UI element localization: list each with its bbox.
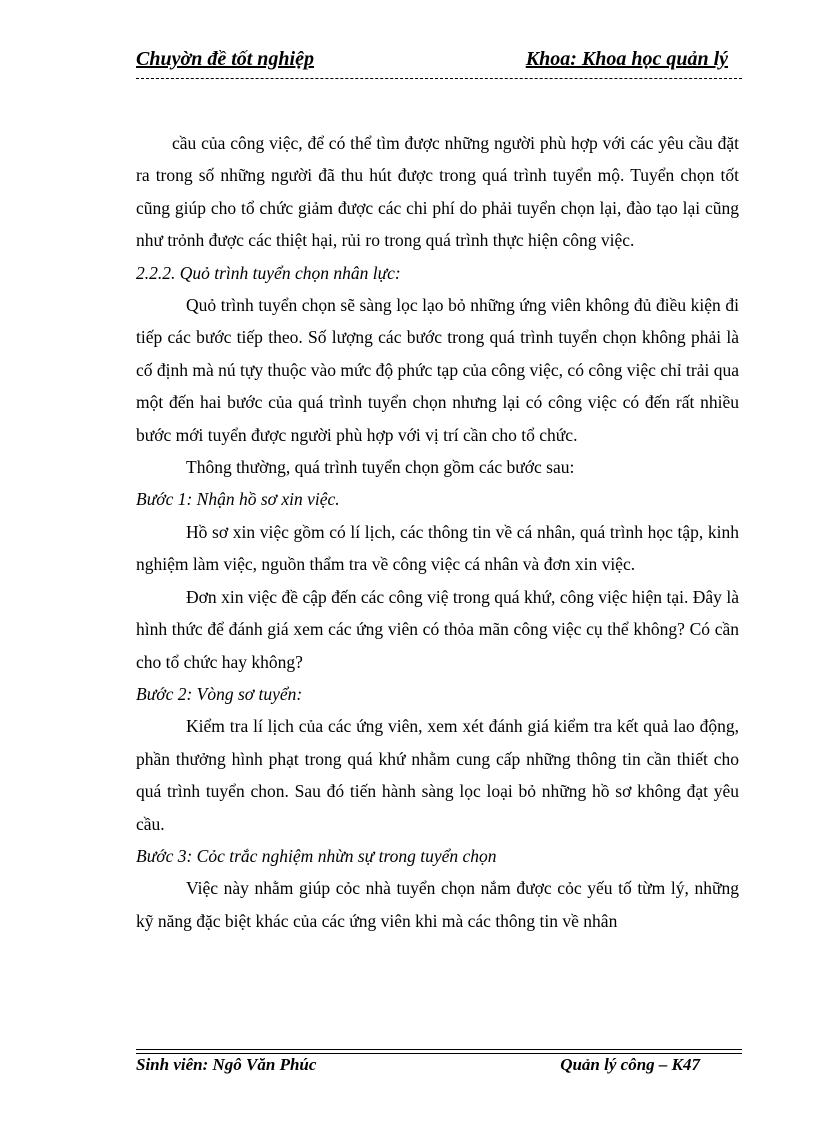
footer-class: Quản lý công – K47 xyxy=(560,1055,700,1074)
step-heading: Bước 2: Vòng sơ tuyển: xyxy=(136,683,303,704)
section-heading: 2.2.2. Quỏ trình tuyển chọn nhân lực: xyxy=(136,262,401,283)
step-heading: Bước 1: Nhận hồ sơ xin việc. xyxy=(136,489,340,510)
header-thesis-title: Chuyờn đề tốt nghiệp xyxy=(136,48,314,70)
page-body xyxy=(136,127,739,937)
body-paragraph: Việc này nhằm giúp cỏc nhà tuyển chọn nắm được cỏc yếu tố từm lý, những kỹ năng đặc biệt khác của các ứng viên khi mà các thông tin về nhân xyxy=(136,878,739,931)
body-paragraph: Quỏ trình tuyển chọn sẽ sàng lọc lạo bỏ những ứng viên không đủ điều kiện đi tiếp các bước tiếp theo. Số lượng các bước trong quá trình tuyển chọn không phải là cố định mà nú tựy thuộc vào mức độ phức tạp của công việc, có công việc chỉ trải qua một đến hai bước của quá trình tuyển chọn nhưng lại có công việc có đến rất nhiều bước mới tuyển được người phù hợp với vị trí cần cho tổ chức. xyxy=(136,295,739,445)
body-paragraph: Kiểm tra lí lịch của các ứng viên, xem xét đánh giá kiểm tra kết quả lao động, phần thưởng hình phạt trong quá khứ nhằm cung cấp những thông tin cần thiết cho quá trình tuyển chon. Sau đó tiến hành sàng lọc loại bỏ những hồ sơ không đạt yêu cầu. xyxy=(136,716,739,834)
step-heading: Bước 3: Cỏc trắc nghiệm nhừn sự trong tuyển chọn xyxy=(136,845,497,866)
body-paragraph: cầu của công việc, để có thể tìm được những người phù hợp với các yêu cầu đặt ra trong số những người đã thu hút được trong quá trình tuyển mộ. Tuyển chọn tốt cũng giúp cho tổ chức giảm được các chi phí do phải tuyển chọn lại, đào tạo lại cũng như trỏnh được các thiệt hại, rủi ro trong quá trình thực hiện công việc. xyxy=(136,133,739,251)
body-paragraph: Hồ sơ xin việc gồm có lí lịch, các thông tin về cá nhân, quá trình học tập, kinh nghiệm làm việc, nguồn thẩm tra về công việc cá nhân và đơn xin việc. xyxy=(136,521,739,575)
header-faculty: Khoa: Khoa học quản lý xyxy=(525,48,728,70)
page-header xyxy=(136,48,742,79)
page-footer xyxy=(136,1055,742,1081)
footer-rule xyxy=(136,1049,742,1050)
footer-student-name: Sinh viên: Ngô Văn Phúc xyxy=(136,1055,317,1074)
body-paragraph: Đơn xin việc đề cập đến các công việ trong quá khứ, công việc hiện tại. Đây là hình thức để đánh giá xem các ứng viên có thỏa mãn công việc cụ thể không? Có cần cho tổ chức hay không? xyxy=(136,586,739,672)
footer-rule xyxy=(136,1053,742,1054)
body-paragraph: Thông thường, quá trình tuyển chọn gồm các bước sau: xyxy=(186,457,575,478)
